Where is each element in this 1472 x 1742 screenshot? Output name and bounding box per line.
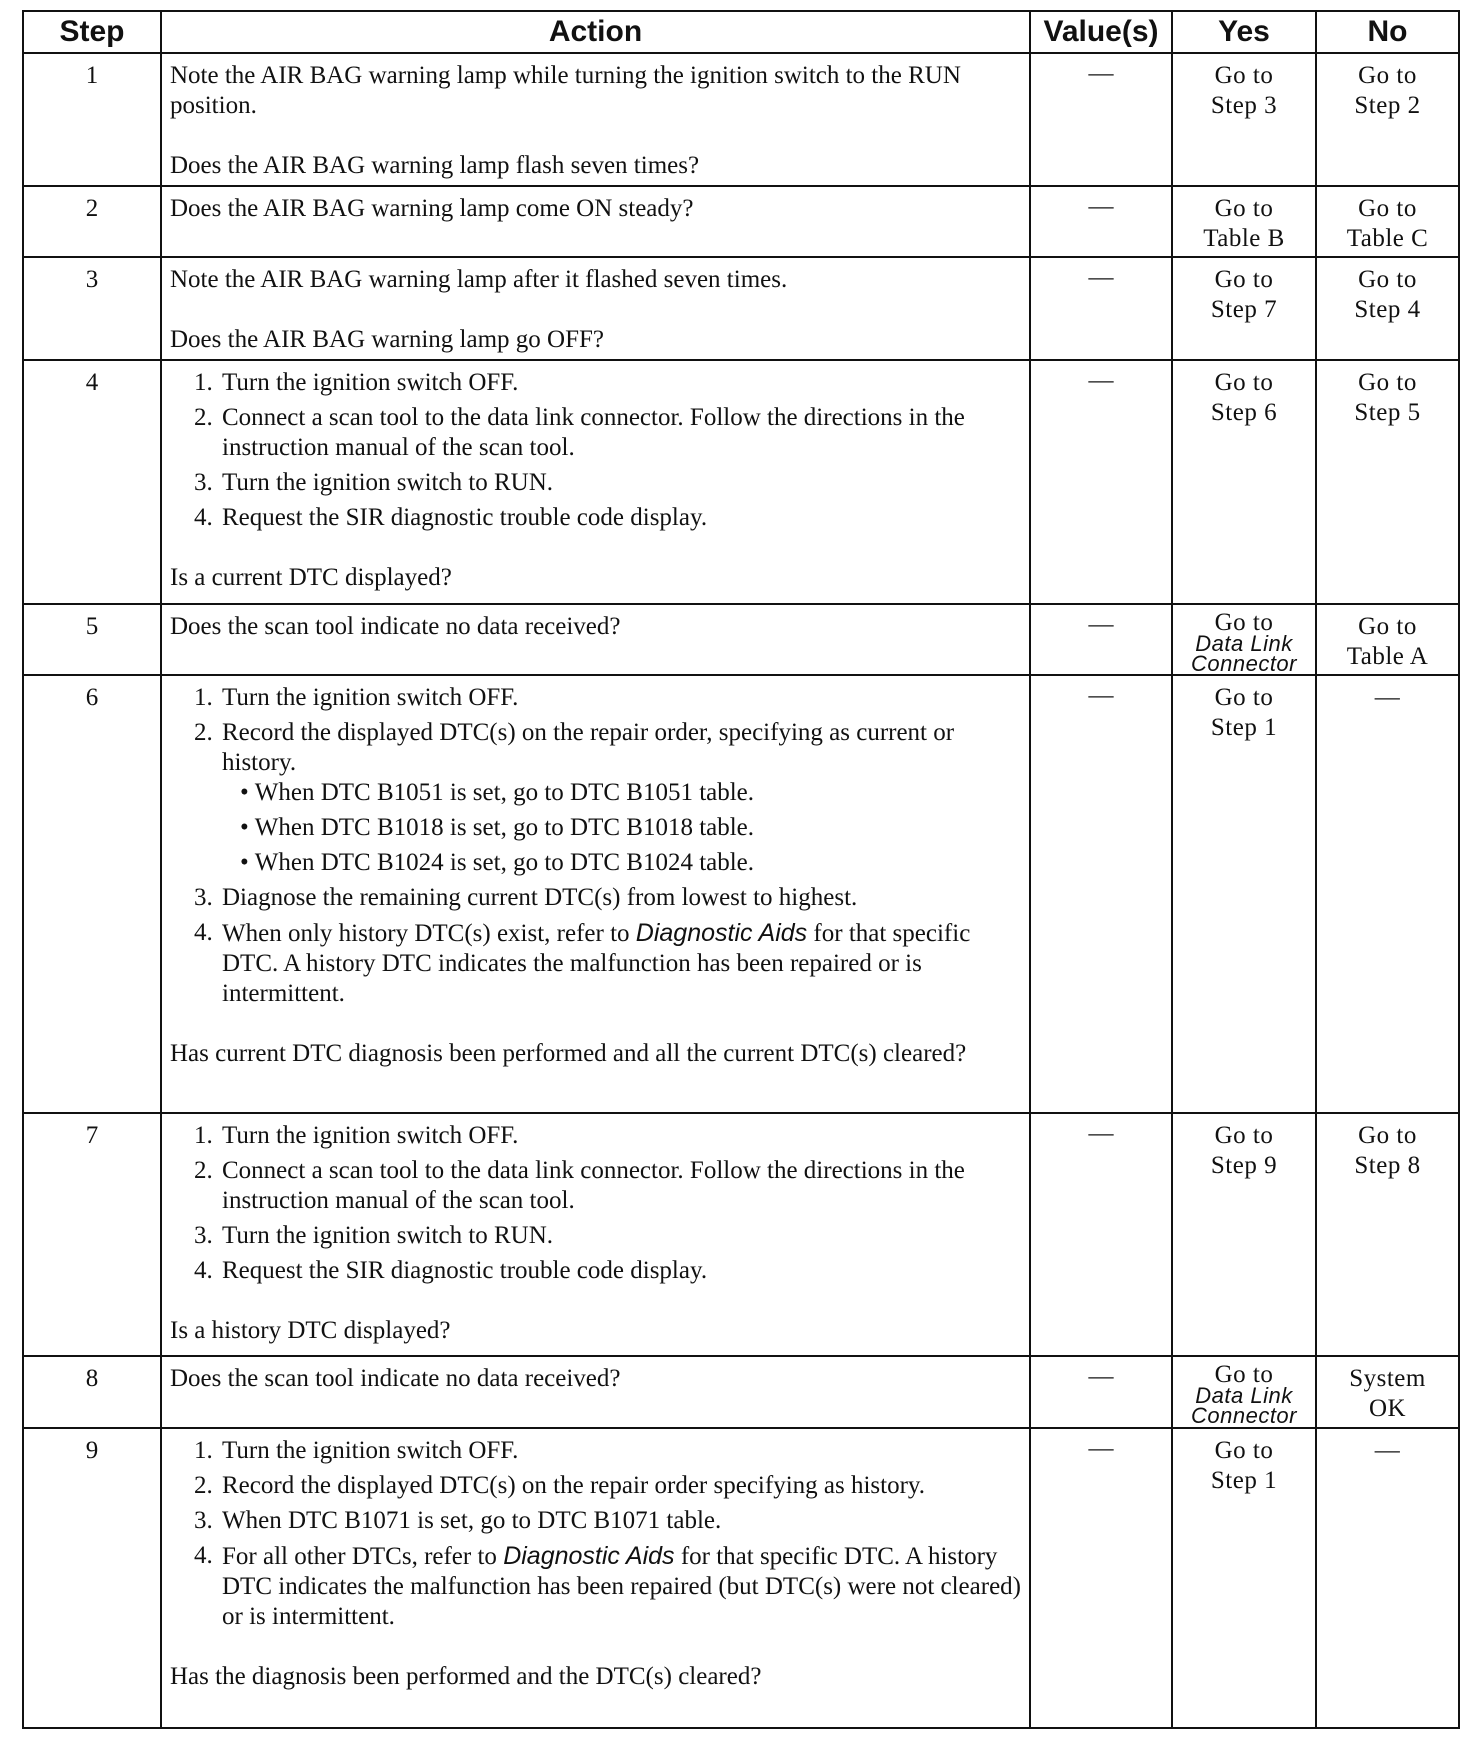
yes-cell — [1172, 1113, 1316, 1356]
no-line: System — [1349, 1365, 1426, 1392]
no-target: Table C — [1346, 225, 1429, 252]
action-cell — [161, 675, 1030, 1113]
table-row — [23, 1113, 1459, 1356]
yes-target: Step 6 — [1210, 399, 1278, 426]
yes-line: Go to — [1214, 195, 1274, 222]
no-cell: — — [1316, 1428, 1459, 1728]
header-action: Action — [161, 11, 1030, 53]
data-link-connector-link-2[interactable]: Connector — [1190, 651, 1297, 676]
list-item-text: Record the displayed DTC(s) on the repair order, specifying as current or history. — [222, 719, 955, 776]
list-item: 1. Turn the ignition switch OFF. — [194, 369, 519, 396]
list-item-text: Turn the ignition switch OFF. — [222, 369, 519, 396]
action-cell — [161, 1428, 1030, 1728]
no-line: Go to — [1358, 62, 1417, 89]
no-line: Go to — [1358, 266, 1417, 293]
yes-line: Go to — [1214, 1361, 1274, 1388]
value-cell: — — [1030, 604, 1172, 675]
diagnostic-aids-link[interactable]: Diagnostic Aids — [635, 919, 808, 947]
yes-target: Table B — [1203, 225, 1285, 252]
list-item: 2. Connect a scan tool to the data link connector. Follow the directions in the instruction manual of the scan tool. — [194, 1157, 965, 1214]
list-item-text: Diagnose the remaining current DTC(s) from lowest to highest. — [222, 884, 858, 911]
diagnostic-table — [22, 10, 1460, 1729]
table-row — [23, 257, 1459, 360]
question-text: Does the AIR BAG warning lamp come ON steady? — [170, 195, 694, 222]
step-number: 3 — [23, 257, 161, 360]
table-row — [23, 360, 1459, 604]
yes-line: Go to — [1214, 1437, 1274, 1464]
list-item-text-post: for that specific DTC. A history DTC indicates the malfunction has been repaired (but DTC(s) were not cleared) or is intermittent. — [222, 1543, 1021, 1630]
list-item-text: Turn the ignition switch to RUN. — [222, 469, 554, 496]
no-line: Go to — [1358, 369, 1417, 396]
yes-target: Step 1 — [1210, 714, 1278, 741]
bullet-item: • When DTC B1051 is set, go to DTC B1051 table. — [240, 778, 1021, 808]
list-item: 4. Request the SIR diagnostic trouble code display. — [194, 1257, 708, 1284]
list-item-text-pre: When only history DTC(s) exist, refer to — [222, 920, 636, 947]
step-number: 5 — [23, 604, 161, 675]
no-target: Step 2 — [1354, 92, 1421, 119]
header-no: No — [1316, 11, 1459, 53]
procedure-list — [170, 368, 1021, 533]
yes-line: Go to — [1214, 609, 1274, 636]
value-cell: — — [1030, 186, 1172, 257]
yes-cell — [1172, 360, 1316, 604]
list-item-text: Record the displayed DTC(s) on the repair order specifying as history. — [222, 1472, 926, 1499]
action-cell — [161, 1356, 1030, 1428]
yes-cell — [1172, 675, 1316, 1113]
value-cell: — — [1030, 53, 1172, 186]
list-item: 3. When DTC B1071 is set, go to DTC B1071 table. — [194, 1507, 722, 1534]
question-text: Does the scan tool indicate no data received? — [170, 1365, 621, 1392]
action-text: Note the AIR BAG warning lamp after it flashed seven times. — [170, 266, 788, 293]
diagnostic-aids-link[interactable]: Diagnostic Aids — [503, 1542, 675, 1570]
header-row — [23, 11, 1459, 53]
list-item-text: Turn the ignition switch to RUN. — [222, 1222, 554, 1249]
question-text: Does the scan tool indicate no data received? — [170, 613, 621, 640]
no-target: Table A — [1346, 643, 1429, 670]
list-item-text: When DTC B1071 is set, go to DTC B1071 table. — [222, 1507, 722, 1534]
list-item-text-post: for that specific DTC. A history DTC indicates the malfunction has been repaired or is intermittent. — [222, 920, 971, 1007]
list-item: 4. For all other DTCs, refer to Diagnostic Aids for that specific DTC. A history DTC indicates the malfunction has been repaired (but DTC(s) were not cleared) or is intermittent. — [194, 1542, 1021, 1630]
list-item: 1. Turn the ignition switch OFF. — [194, 1437, 519, 1464]
step-number: 7 — [23, 1113, 161, 1356]
yes-line: Go to — [1214, 684, 1274, 711]
no-cell — [1316, 1113, 1459, 1356]
no-cell — [1316, 186, 1459, 257]
procedure-list — [170, 683, 1021, 1009]
list-item-text: Request the SIR diagnostic trouble code display. — [222, 1257, 708, 1284]
step-number: 8 — [23, 1356, 161, 1428]
action-cell — [161, 53, 1030, 186]
question-text: Has current DTC diagnosis been performed and all the current DTC(s) cleared? — [170, 1040, 967, 1067]
question-text: Has the diagnosis been performed and the DTC(s) cleared? — [170, 1663, 762, 1690]
table-row — [23, 186, 1459, 257]
no-cell — [1316, 257, 1459, 360]
action-cell — [161, 1113, 1030, 1356]
value-cell: — — [1030, 1356, 1172, 1428]
list-item-text: Request the SIR diagnostic trouble code display. — [222, 504, 708, 531]
value-cell: — — [1030, 1428, 1172, 1728]
yes-target: Step 3 — [1210, 92, 1278, 119]
question-text: Does the AIR BAG warning lamp flash seven times? — [170, 152, 700, 179]
value-cell: — — [1030, 1113, 1172, 1356]
header-step: Step — [23, 11, 161, 53]
yes-cell — [1172, 186, 1316, 257]
no-cell — [1316, 360, 1459, 604]
action-text: Note the AIR BAG warning lamp while turning the ignition switch to the RUN position. — [170, 62, 961, 119]
list-item-text: Connect a scan tool to the data link connector. Follow the directions in the instruction manual of the scan tool. — [222, 1157, 965, 1214]
table-row — [23, 1428, 1459, 1728]
table-row — [23, 675, 1459, 1113]
yes-line: Go to — [1214, 1122, 1274, 1149]
no-line: Go to — [1358, 195, 1417, 222]
no-line: Go to — [1358, 1122, 1417, 1149]
list-item-text-pre: For all other DTCs, refer to — [222, 1543, 504, 1570]
no-cell — [1316, 604, 1459, 675]
no-cell: — — [1316, 675, 1459, 1113]
data-link-connector-link-2[interactable]: Connector — [1190, 1403, 1297, 1428]
list-item: 1. Turn the ignition switch OFF. — [194, 684, 519, 711]
step-number: 1 — [23, 53, 161, 186]
yes-target: Step 7 — [1210, 296, 1278, 323]
list-item-text: Connect a scan tool to the data link connector. Follow the directions in the instruction manual of the scan tool. — [222, 404, 965, 461]
yes-cell — [1172, 604, 1316, 675]
yes-target: Step 9 — [1210, 1152, 1278, 1179]
list-item: 2. Record the displayed DTC(s) on the repair order specifying as history. — [194, 1472, 926, 1499]
action-cell — [161, 257, 1030, 360]
step-number: 4 — [23, 360, 161, 604]
question-text: Is a current DTC displayed? — [170, 564, 452, 591]
step-number: 9 — [23, 1428, 161, 1728]
data-link-connector-link[interactable]: Data Link — [1195, 631, 1293, 656]
list-item: 4. Request the SIR diagnostic trouble code display. — [194, 504, 708, 531]
no-target: OK — [1368, 1395, 1407, 1422]
yes-cell — [1172, 1356, 1316, 1428]
yes-cell — [1172, 257, 1316, 360]
bullet-item: • When DTC B1024 is set, go to DTC B1024 table. — [240, 848, 1021, 878]
list-item: 4. When only history DTC(s) exist, refer to Diagnostic Aids for that specific DTC. A history DTC indicates the malfunction has been repaired or is intermittent. — [194, 919, 971, 1007]
data-link-connector-link[interactable]: Data Link — [1195, 1383, 1293, 1408]
procedure-list — [170, 1121, 1021, 1286]
list-item: 1. Turn the ignition switch OFF. — [194, 1122, 519, 1149]
yes-cell — [1172, 53, 1316, 186]
no-target: Step 8 — [1354, 1152, 1421, 1179]
no-line: Go to — [1358, 613, 1417, 640]
step-number: 2 — [23, 186, 161, 257]
table-row — [23, 604, 1459, 675]
list-item: 2. Record the displayed DTC(s) on the repair order, specifying as current or history. • When DTC B1051 is set, go to DTC B1051 table. • When DTC B1018 is set, go to DTC B1018 table. • When DTC B1024 is set, go to DTC B1024 table. — [194, 718, 1021, 878]
yes-line: Go to — [1214, 62, 1274, 89]
bullet-list — [222, 778, 1021, 878]
no-cell — [1316, 53, 1459, 186]
yes-line: Go to — [1214, 369, 1274, 396]
list-item: 3. Diagnose the remaining current DTC(s) from lowest to highest. — [194, 884, 858, 911]
question-text: Does the AIR BAG warning lamp go OFF? — [170, 326, 604, 353]
action-cell — [161, 186, 1030, 257]
list-item: 3. Turn the ignition switch to RUN. — [194, 1222, 554, 1249]
yes-line: Go to — [1214, 266, 1274, 293]
table-row — [23, 53, 1459, 186]
action-cell — [161, 604, 1030, 675]
procedure-list — [170, 1436, 1021, 1632]
no-target: Step 5 — [1354, 399, 1421, 426]
list-item-text: Turn the ignition switch OFF. — [222, 1437, 519, 1464]
no-target: Step 4 — [1354, 296, 1421, 323]
step-number: 6 — [23, 675, 161, 1113]
yes-target: Step 1 — [1210, 1467, 1278, 1494]
action-cell — [161, 360, 1030, 604]
value-cell: — — [1030, 675, 1172, 1113]
bullet-item: • When DTC B1018 is set, go to DTC B1018 table. — [240, 813, 1021, 843]
list-item-text: Turn the ignition switch OFF. — [222, 1122, 519, 1149]
question-text: Is a history DTC displayed? — [170, 1317, 451, 1344]
header-yes: Yes — [1172, 11, 1316, 53]
header-values: Value(s) — [1030, 11, 1172, 53]
no-cell — [1316, 1356, 1459, 1428]
yes-cell — [1172, 1428, 1316, 1728]
list-item: 2. Connect a scan tool to the data link connector. Follow the directions in the instruction manual of the scan tool. — [194, 404, 965, 461]
list-item-text: Turn the ignition switch OFF. — [222, 684, 519, 711]
list-item: 3. Turn the ignition switch to RUN. — [194, 469, 554, 496]
table-row — [23, 1356, 1459, 1428]
value-cell: — — [1030, 360, 1172, 604]
value-cell: — — [1030, 257, 1172, 360]
